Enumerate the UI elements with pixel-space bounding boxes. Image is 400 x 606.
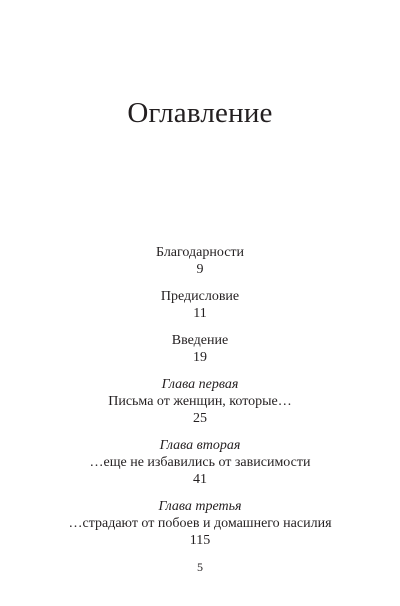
toc-entry-chapter-label: Глава вторая bbox=[159, 438, 241, 453]
toc-entry-chapter-1 bbox=[0, 376, 400, 427]
page-number: 5 bbox=[197, 560, 203, 574]
toc-entry-title: Благодарности bbox=[155, 245, 245, 260]
toc-entry-page: 9 bbox=[196, 262, 204, 277]
toc-entry-chapter-2 bbox=[0, 437, 400, 488]
toc-entry-page: 41 bbox=[193, 472, 207, 487]
toc-entry-title: …еще не избавились от зависимости bbox=[89, 455, 311, 470]
toc-entry-chapter-label: Глава первая bbox=[161, 377, 239, 392]
toc-entry-acknowledgements bbox=[0, 244, 400, 278]
table-of-contents bbox=[0, 244, 400, 559]
toc-entry-page: 11 bbox=[193, 306, 207, 321]
toc-entry-title: Предисловие bbox=[160, 289, 240, 304]
toc-entry-page: 19 bbox=[193, 350, 207, 365]
page-title: Оглавление bbox=[127, 97, 273, 129]
toc-entry-chapter-3 bbox=[0, 498, 400, 549]
toc-entry-preface bbox=[0, 288, 400, 322]
toc-entry-title: Письма от женщин, которые… bbox=[108, 394, 292, 409]
toc-entry-title: …страдают от побоев и домашнего насилия bbox=[68, 516, 332, 531]
toc-entry-title: Введение bbox=[171, 333, 229, 348]
toc-entry-page: 115 bbox=[189, 533, 211, 548]
toc-entry-introduction bbox=[0, 332, 400, 366]
toc-entry-chapter-label: Глава третья bbox=[158, 499, 242, 514]
toc-entry-page: 25 bbox=[193, 411, 207, 426]
